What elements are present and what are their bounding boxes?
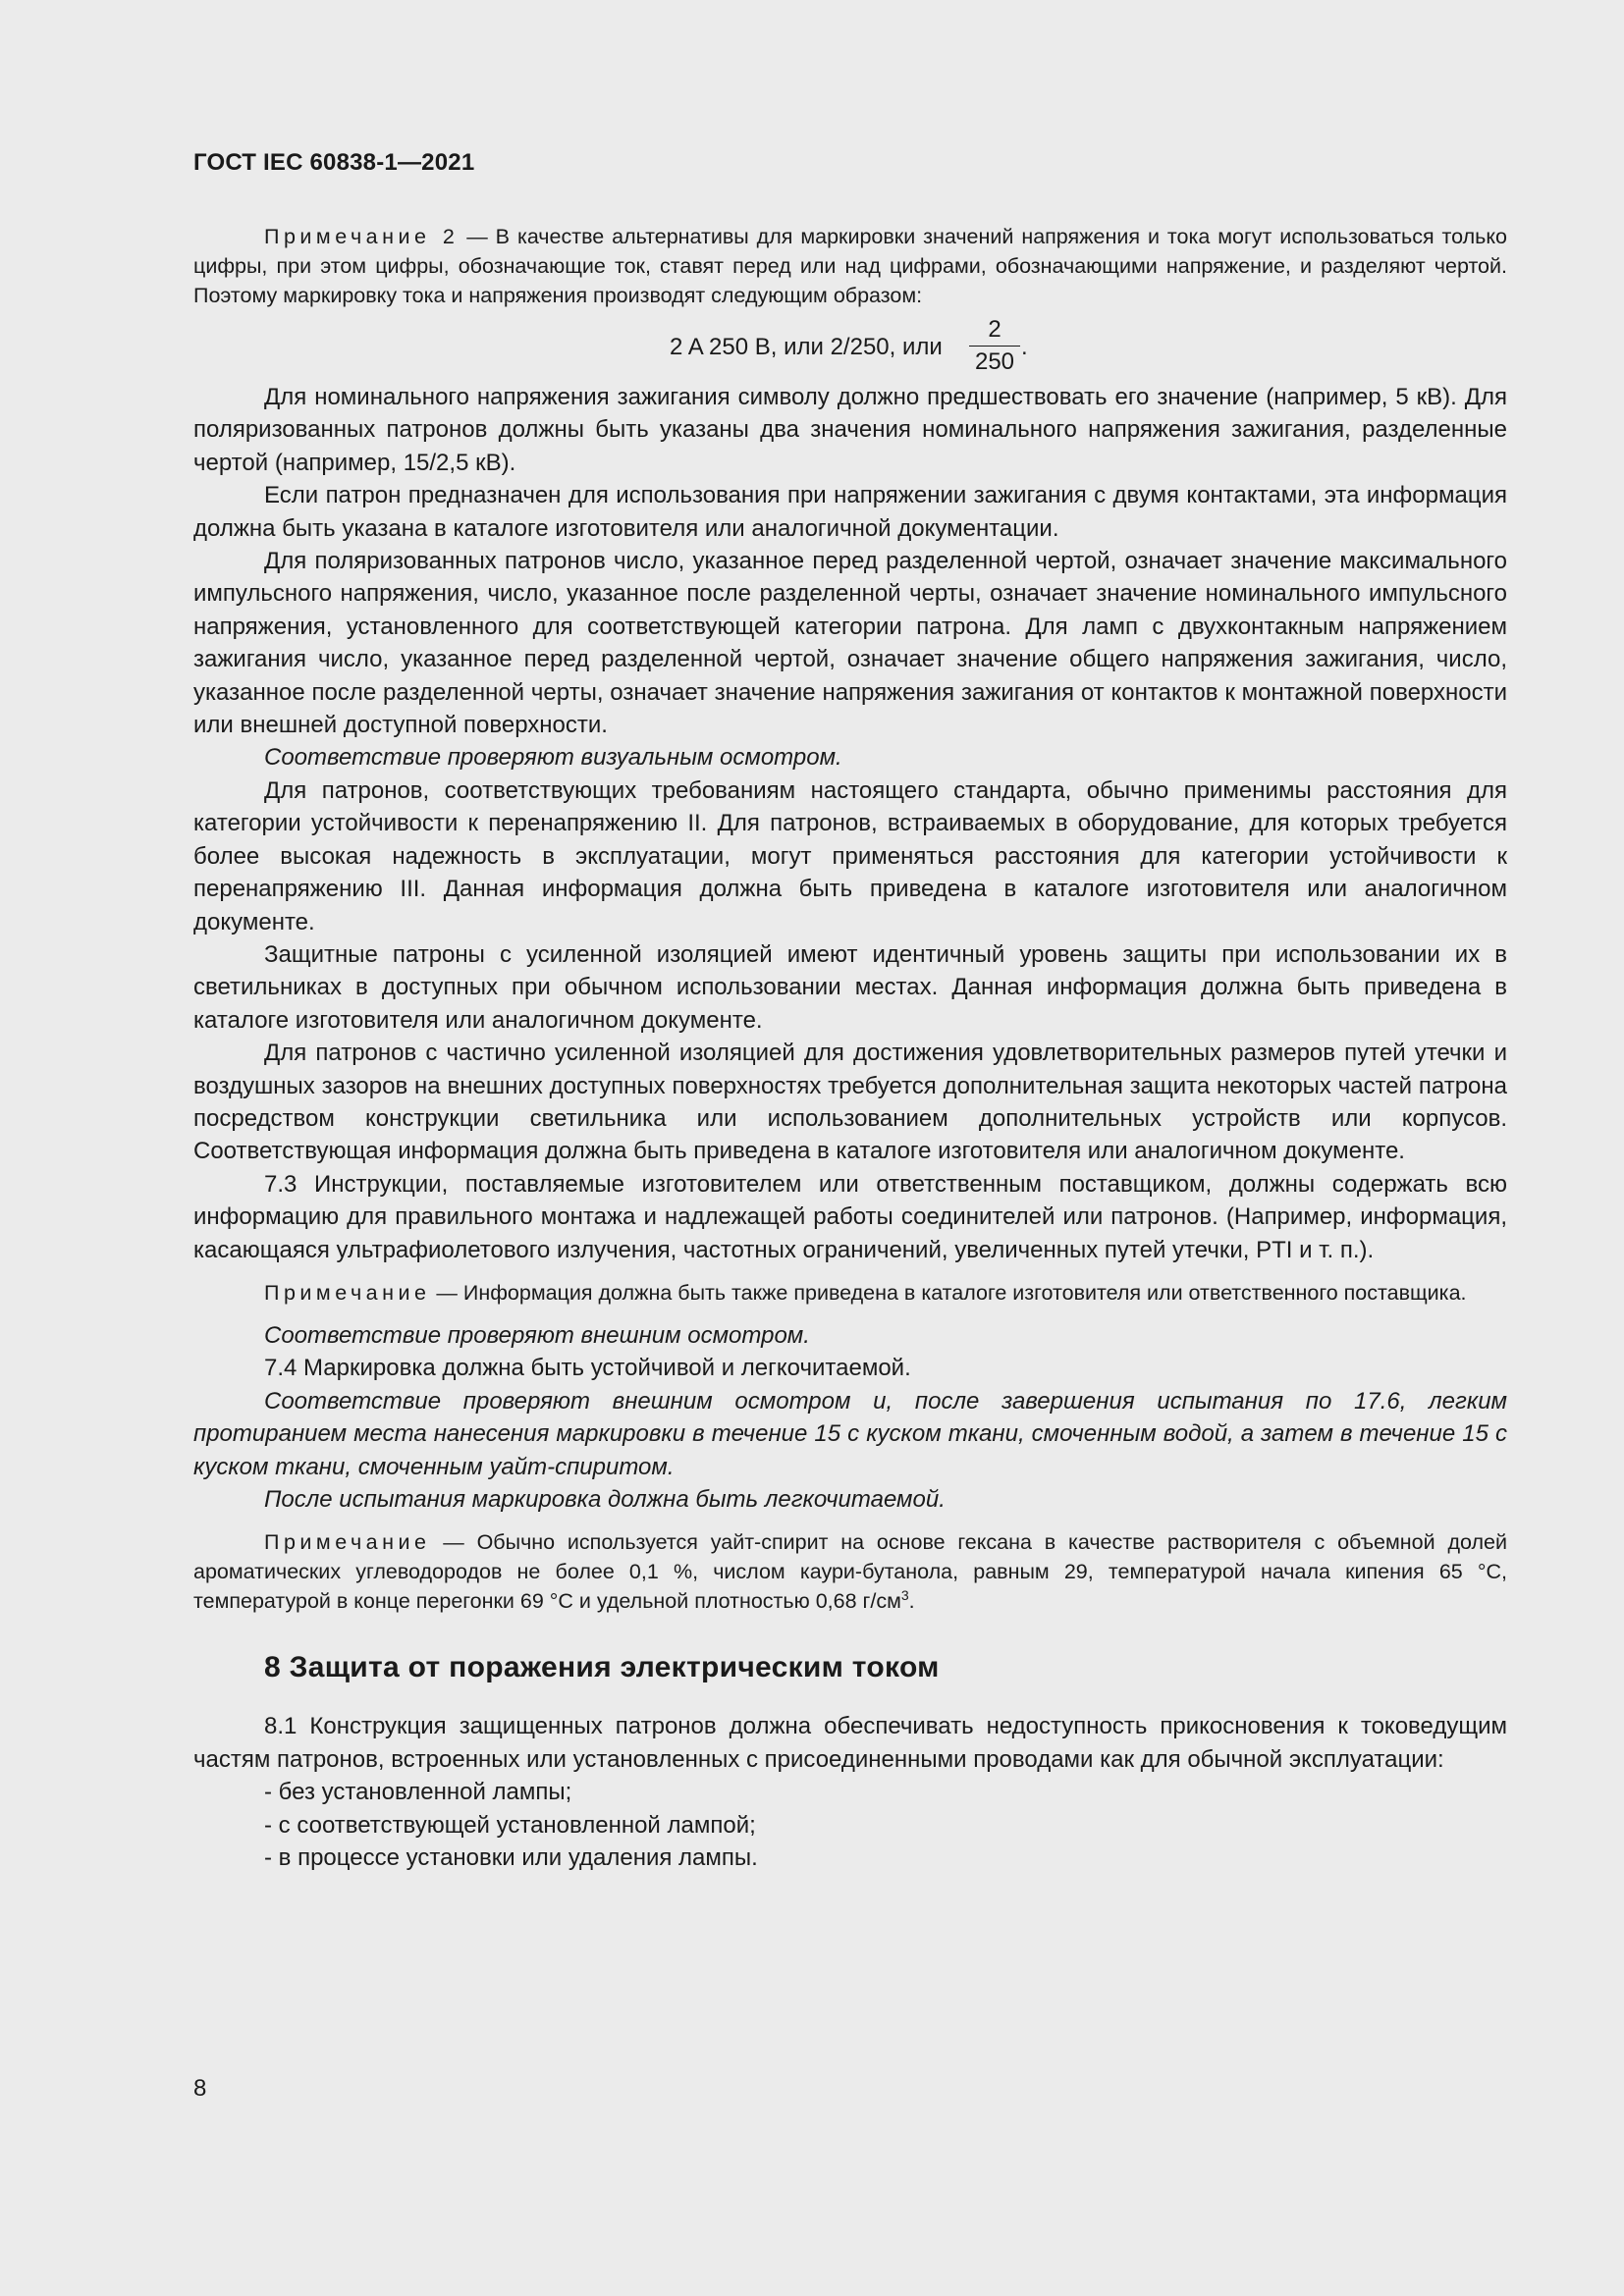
note-4-text: — Обычно используется уайт-спирит на основе гексана в качестве растворителя с объемной долей ароматических углеводородов не более 0,1 %, числом каури-бутанола, равным 29, температурой начала кипения 65 °C, температурой в конце перегонки 69 °C и удельной плотностью 0,68 г/см [193, 1530, 1507, 1614]
formula-end: . [1021, 334, 1028, 360]
list-item: - без установленной лампы; [264, 1779, 572, 1806]
note-4-sup: 3 [900, 1587, 909, 1604]
section-8-title: 8 Защита от поражения электрическим током [264, 1651, 940, 1684]
document-header: ГОСТ IEC 60838-1—2021 [193, 149, 475, 176]
note-4 [193, 1527, 1507, 1616]
note-2-text: — В качестве альтернативы для маркировки значений напряжения и тока могут использоваться только цифры, при этом цифры, обозначающие ток, ставят перед или над цифрами, обозначающими напряжение, и разделяют чертой. Поэтому маркировку тока и напряжения производят следующим образом: [193, 225, 1507, 307]
page-number: 8 [193, 2075, 207, 2102]
compliance-check: Соответствие проверяют внешним осмотром и, после завершения испытания по 17.6, легким протиранием места нанесения маркировки в течение 15 с куском ткани, смоченным водой, а затем в течение 15 с куском ткани, смоченным уайт-спиритом. [193, 1387, 1507, 1480]
clause-7-3: 7.3 Инструкции, поставляемые изготовителем или ответственным поставщиком, должны содержать всю информацию для правильного монтажа и надлежащей работы соединителей или патронов. (Например, информация, касающаяся ультрафиолетового излучения, частотных ограничений, увеличенных путей утечки, PTI и т. п.). [193, 1170, 1507, 1263]
note-3-label: Примечание [264, 1280, 431, 1305]
list-8-1 [193, 1776, 1507, 1874]
note-2 [193, 222, 1507, 310]
fraction [969, 316, 1020, 376]
compliance-check: Соответствие проверяют визуальным осмотром. [264, 744, 842, 772]
fraction-numerator: 2 [988, 316, 1001, 343]
paragraph: Если патрон предназначен для использования при напряжении зажигания с двумя контактами, эта информация должна быть указана в каталоге изготовителя или аналогичной документации. [193, 482, 1507, 542]
clause-8-1: 8.1 Конструкция защищенных патронов должна обеспечивать недоступность прикосновения к токоведущим частям патронов, встроенных или установленных с присоединенными проводами как для обычной эксплуатации: [193, 1713, 1507, 1773]
note-2-label: Примечание 2 [264, 225, 460, 248]
compliance-check: Соответствие проверяют внешним осмотром. [264, 1321, 810, 1349]
paragraph: Для патронов, соответствующих требованиям настоящего стандарта, обычно применимы расстояния для категории устойчивости к перенапряжению II. Для патронов, встраиваемых в оборудование, для которых требуется более высокая надежность в эксплуатации, могут применяться расстояния для категории устойчивости к перенапряжению III. Данная информация должна быть приведена в каталоге изготовителя или аналогичном документе. [193, 776, 1507, 935]
paragraph: Защитные патроны с усиленной изоляцией имеют идентичный уровень защиты при использовании их в светильниках в доступных при обычном использовании местах. Данная информация должна быть приведена в каталоге изготовителя или аналогичном документе. [193, 940, 1507, 1034]
page-content [193, 222, 1507, 1874]
list-item: - с соответствующей установленной лампой; [264, 1811, 756, 1839]
note-3 [193, 1278, 1507, 1308]
formula-text: 2 A 250 B, или 2/250, или [670, 334, 943, 360]
paragraph: Для поляризованных патронов число, указанное перед разделенной чертой, означает значение максимального импульсного напряжения, число, указанное после разделенной черты, означает значение номинального импульсного напряжения, установленного для соответствующей категории патрона. Для ламп с двухконтакным напряжением зажигания число, указанное перед разделенной чертой, означает значение общего напряжения зажигания, число, указанное после разделенной черты, означает значение напряжения зажигания от контактов к монтажной поверхности или внешней доступной поверхности. [193, 548, 1507, 739]
paragraph: Для патронов с частично усиленной изоляцией для достижения удовлетворительных размеров путей утечки и воздушных зазоров на внешних доступных поверхностях требуется дополнительная защита некоторых частей патрона посредством конструкции светильника или использованием дополнительных устройств или корпусов. Соответствующая информация должна быть приведена в каталоге изготовителя или аналогичном документе. [193, 1040, 1507, 1165]
paragraph: Для номинального напряжения зажигания символу должно предшествовать его значение (например, 5 кВ). Для поляризованных патронов должны быть указаны два значения номинального напряжения зажигания, разделенные чертой (например, 15/2,5 кВ). [193, 384, 1507, 476]
note-4-label: Примечание [264, 1530, 431, 1555]
note-3-text: — Информация должна быть также приведена в каталоге изготовителя или ответственного поставщика. [430, 1280, 1467, 1305]
clause-7-4: 7.4 Маркировка должна быть устойчивой и легкочитаемой. [264, 1355, 911, 1382]
list-item: - в процессе установки или удаления лампы. [264, 1844, 758, 1872]
formula [193, 316, 1507, 377]
note-4-end: . [908, 1589, 915, 1614]
fraction-bar [969, 346, 1020, 347]
after-test: После испытания маркировка должна быть легкочитаемой. [264, 1486, 946, 1513]
fraction-denominator: 250 [974, 348, 1015, 375]
